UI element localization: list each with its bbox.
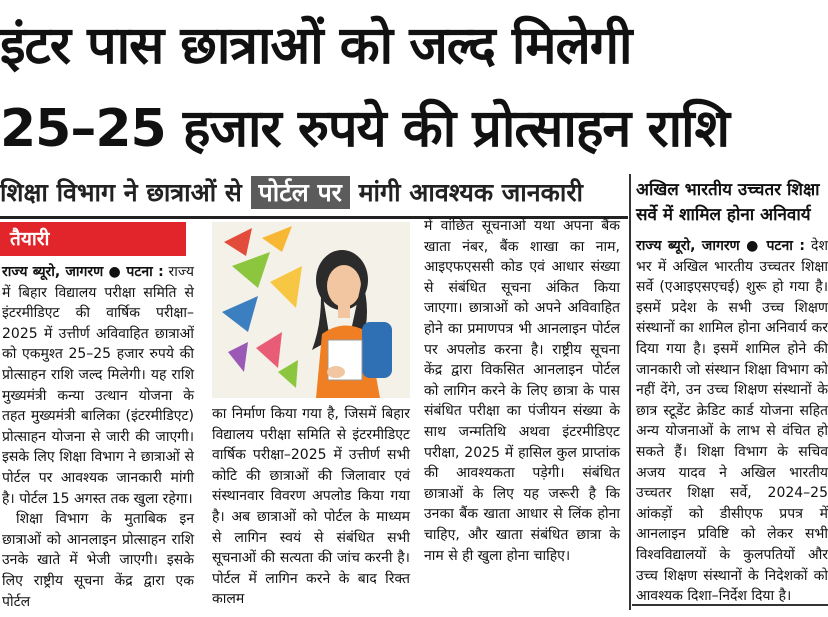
- main-paragraph-2: शिक्षा विभाग के मुताबिक इन छात्राओं को आनलाइन प्रोत्साहन राशि उनके खाते में भेजी जाएगी। इसके लिए राष्ट्रीय सूचना केंद्र द्वारा एक पोर्टल: [2, 511, 194, 610]
- side-story-body: [636, 236, 828, 607]
- main-byline: राज्य ब्यूरो, जागरण ● पटना :: [2, 264, 164, 280]
- subhead-after: मांगी आवश्यक जानकारी: [358, 178, 584, 207]
- headline-line-2: 25–25 हजार रुपये की प्रोत्साहन राशि: [0, 99, 729, 159]
- subheadline: [0, 170, 628, 216]
- column-divider: [629, 174, 631, 610]
- main-paragraph-3: का निर्माण किया गया है, जिसमें बिहार विद्यालय परीक्षा समिति से इंटरमीडिएट वार्षिक परीक्षा–2025 में उत्तीर्ण सभी कोटि की छात्राओं की जिलावार एवं संस्थानवार विवरण अपलोड किया गया है। अब छात्राओं को पोर्टल के माध्यम से लागिन स्वयं से संबंधित सभी सूचनाओं की सत्यता की जांच करनी है। पोर्टल में लागिन करने के बाद रिक्त कालम: [212, 406, 410, 608]
- subhead-boxed: पोर्टल पर: [251, 176, 350, 209]
- main-story-column-3: [424, 216, 620, 566]
- headline-line-1: इंटर पास छात्राओं को जल्द मिलेगी: [0, 16, 632, 76]
- section-tag: तैयारी: [0, 222, 186, 256]
- side-paragraph: देश भर में अखिल भारतीय उच्चतर शिक्षा सर्वे (एआइएसएचई) शुरू हो गया है। इसमें प्रदेश के सभी उच्च शिक्षण संस्थानों का शामिल होना अनिवार्य कर दिया गया है। इसमें शामिल होने की जानकारी जो संस्थान शिक्षा विभाग को नहीं देंगे, उन उच्च शिक्षण संस्थानों के छात्र स्टूडेंट क्रेडिट कार्ड योजना सहित अन्य योजनाओं के लाभ से वंचित हो सकते हैं। शिक्षा विभाग के सचिव अजय यादव ने अखिल भारतीय उच्चतर शिक्षा सर्वे, 2024–25 आंकड़ों को डीसीएफ प्रपत्र में आनलाइन प्रविष्टि को लेकर सभी विश्वविद्यालयों के कुलपतियों और उच्च शिक्षण संस्थानों के निदेशकों को आवश्यक दिशा–निर्देश दिया है।: [636, 238, 828, 605]
- main-paragraph-1: राज्य में बिहार विद्यालय परीक्षा समिति से इंटरमीडिएट की वार्षिक परीक्षा–2025 में उत्तीर्ण अविवाहित छात्राओं को एकमुश्त 25–25 हजार रुपये की प्रोत्साहन राशि जल्द मिलेगी। यह राशि मुख्यमंत्री कन्या उत्थान योजना के तहत मुख्यमंत्री बालिका (इंटरमीडिएट) प्रोत्साहन योजना से जारी की जाएगी। इसके लिए शिक्षा विभाग ने छात्राओं से पोर्टल पर आवश्यक जानकारी मांगी है। पोर्टल 15 अगस्त तक खुला रहेगा।: [2, 264, 195, 507]
- student-illustration-icon: [212, 222, 410, 398]
- side-story-title: अखिल भारतीय उच्चतर शिक्षा सर्वे में शामिल होना अनिवार्य: [636, 180, 820, 225]
- side-story-rule: [632, 604, 828, 606]
- main-paragraph-4: में वांछित सूचनाओं यथा अपना बैंक खाता नंबर, बैंक शाखा का नाम, आइएफएससी कोड एवं आधार संख्या से संबंधित सूचना अंकित किया जाएगा। छात्राओं को अपने अविवाहित होने का प्रमाणपत्र भी आनलाइन पोर्टल पर अपलोड करना है। राष्ट्रीय सूचना केंद्र द्वारा विकसित आनलाइन पोर्टल को लागिन करने के लिए छात्रा के पास संबंधित परीक्षा का पंजीयन संख्या के साथ जन्मतिथि अथवा इंटरमीडिएट परीक्षा, 2025 में हासिल कुल प्राप्तांक की आवश्यकता पड़ेगी। संबंधित छात्राओं के लिए यह जरूरी है कि उनका बैंक खाता आधार से लिंक होना चाहिए, और खाता संबंधित छात्रा के नाम से ही खुला होना चाहिए।: [424, 218, 620, 564]
- student-illustration: [212, 222, 410, 398]
- side-byline: राज्य ब्यूरो, जागरण ● पटना :: [636, 238, 805, 254]
- subhead-before: शिक्षा विभाग ने छात्राओं से: [0, 178, 242, 207]
- main-story-column-2: [212, 404, 410, 610]
- main-story-column-1: [2, 262, 194, 612]
